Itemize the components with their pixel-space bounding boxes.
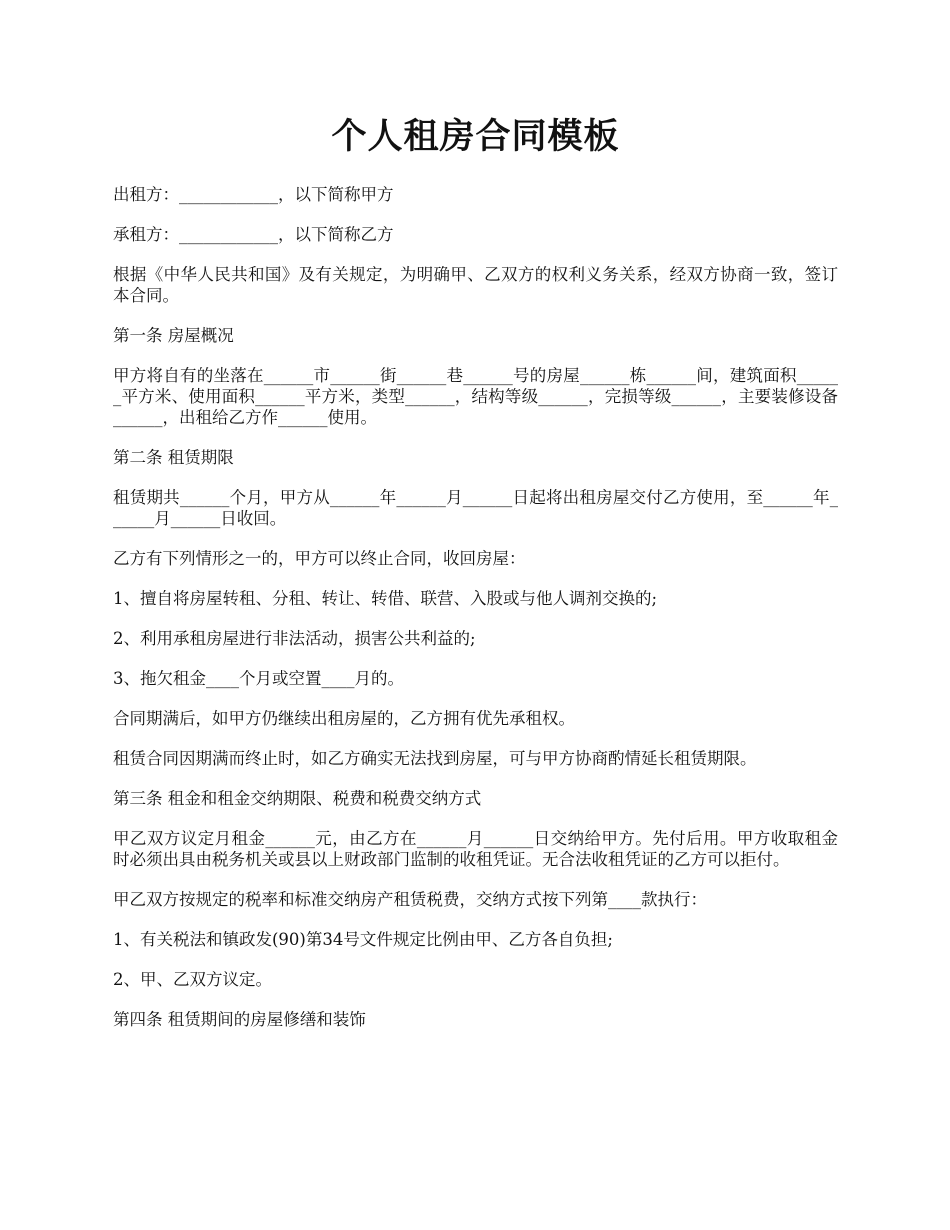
tax-option-1: 1、有关税法和镇政发(90)第34号文件规定比例由甲、乙方各自负担; bbox=[113, 930, 613, 949]
document-title: 个人租房合同模板 bbox=[331, 116, 620, 157]
tax-option-2: 2、甲、乙双方议定。 bbox=[113, 970, 272, 989]
article-2-body: 租赁期共______个月，甲方从______年______月______日起将出租房屋交付乙方使用，至______年______月______日收回。 bbox=[113, 488, 838, 528]
article-3-heading: 第三条 租金和租金交纳期限、税费和税费交纳方式 bbox=[113, 789, 482, 808]
termination-conditions-intro: 乙方有下列情形之一的，甲方可以终止合同，收回房屋： bbox=[113, 549, 526, 568]
article-1-heading: 第一条 房屋概况 bbox=[113, 326, 234, 345]
article-2-heading: 第二条 租赁期限 bbox=[113, 448, 234, 467]
lessee-line: 承租方：____________，以下简称乙方 bbox=[113, 225, 394, 244]
termination-item-1: 1、擅自将房屋转租、分租、转让、转借、联营、入股或与他人调剂交换的; bbox=[113, 589, 658, 608]
extension-paragraph: 租赁合同因期满而终止时，如乙方确实无法找到房屋，可与甲方协商酌情延长租赁期限。 bbox=[113, 749, 757, 768]
rent-payment-paragraph: 甲乙双方议定月租金______元，由乙方在______月______日交纳给甲方。先付后用。甲方收取租金时必须出具由税务机关或县以上财政部门监制的收租凭证。无合法收租凭证的乙方可以拒付。 bbox=[113, 829, 838, 869]
termination-item-2: 2、利用承租房屋进行非法活动，损害公共利益的; bbox=[113, 629, 476, 648]
lessor-line: 出租方：____________，以下简称甲方 bbox=[113, 185, 394, 204]
priority-renewal-paragraph: 合同期满后，如甲方仍继续出租房屋的，乙方拥有优先承租权。 bbox=[113, 709, 575, 728]
tax-payment-paragraph: 甲乙双方按规定的税率和标准交纳房产租赁税费，交纳方式按下列第____款执行： bbox=[113, 890, 707, 909]
termination-item-3: 3、拖欠租金____个月或空置____月的。 bbox=[113, 669, 404, 688]
article-4-heading: 第四条 租赁期间的房屋修缮和装饰 bbox=[113, 1010, 366, 1029]
preamble-paragraph: 根据《中华人民共和国》及有关规定，为明确甲、乙双方的权利义务关系，经双方协商一致，签订本合同。 bbox=[113, 265, 838, 305]
article-1-body: 甲方将自有的坐落在______市______街______巷______号的房屋______栋______间，建筑面积______平方米、使用面积______平方米，类型______，结构等级______，完损等级______，主要装修设备______，出租给乙方作______使用。 bbox=[113, 366, 838, 427]
